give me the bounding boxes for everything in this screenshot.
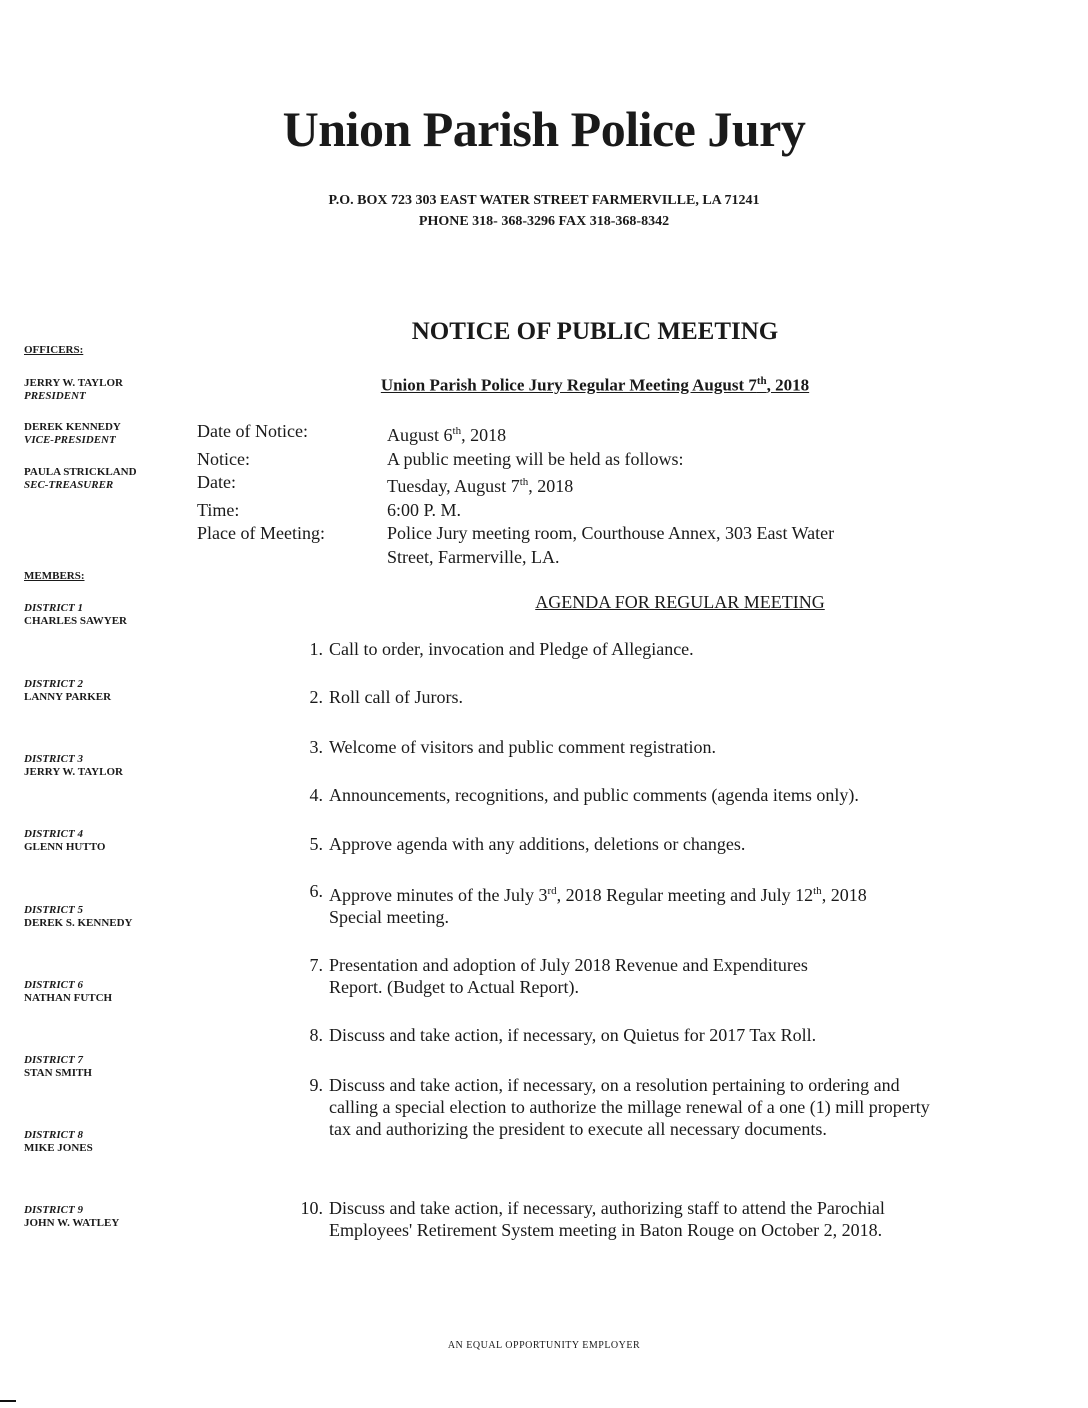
officer-name: PAULA STRICKLAND — [24, 466, 137, 478]
agenda-item-number: 6. — [309, 881, 323, 901]
member-district-3 — [24, 753, 123, 779]
agenda-heading: AGENDA FOR REGULAR MEETING — [535, 592, 825, 612]
agenda-item-line: Approve minutes of the July 3rd, 2018 Regular meeting and July 12th, 2018 — [329, 885, 867, 905]
scan-artifact — [0, 1400, 16, 1402]
agenda-item-line: Report. (Budget to Actual Report). — [329, 977, 579, 997]
agenda-item — [283, 736, 983, 758]
date-of-notice-row — [197, 420, 957, 448]
district-label: DISTRICT 3 — [24, 753, 83, 765]
member-district-7 — [24, 1054, 92, 1080]
agenda-item-text — [329, 880, 1003, 928]
place-label: Place of Meeting: — [197, 523, 325, 543]
district-label: DISTRICT 6 — [24, 979, 83, 991]
member-name: NATHAN FUTCH — [24, 992, 113, 1004]
agenda-item — [283, 784, 1003, 806]
officer-role: PRESIDENT — [24, 390, 86, 402]
district-label: DISTRICT 8 — [24, 1129, 83, 1141]
agenda-item-line: Special meeting. — [329, 907, 449, 927]
agenda-item-text: Discuss and take action, if necessary, on a resolution pertaining to ordering and calling a special election to authorize the millage renewal of a one (1) mill property tax and authorizing the president to execute all necessary documents. — [329, 1075, 930, 1139]
agenda-item-text: Welcome of visitors and public comment registration. — [329, 737, 716, 757]
meeting-subtitle-sup: th — [756, 375, 767, 387]
officer-president — [24, 377, 123, 403]
date-label: Date: — [197, 472, 236, 492]
agenda-item-text: Announcements, recognitions, and public comments (agenda items only). — [329, 785, 859, 805]
member-name: DEREK S. KENNEDY — [24, 917, 133, 929]
agenda-item-text: Call to order, invocation and Pledge of Allegiance. — [329, 639, 694, 659]
agenda-item-text — [329, 954, 983, 998]
district-label: DISTRICT 7 — [24, 1054, 83, 1066]
district-label: DISTRICT 1 — [24, 602, 83, 614]
member-name: LANNY PARKER — [24, 691, 112, 703]
district-label: DISTRICT 2 — [24, 678, 83, 690]
member-district-6 — [24, 979, 112, 1005]
agenda-item-text: Discuss and take action, if necessary, authorizing staff to attend the Parochial Employees' Retirement System meeting in Baton Rouge on October 2, 2018. — [329, 1198, 885, 1240]
member-district-2 — [24, 678, 111, 704]
agenda-item — [283, 1024, 983, 1046]
time-row — [197, 499, 957, 523]
agenda-item — [283, 1197, 943, 1241]
organization-title: Union Parish Police Jury — [282, 101, 806, 157]
member-district-8 — [24, 1129, 93, 1155]
member-name: GLENN HUTTO — [24, 841, 106, 853]
date-row — [197, 471, 957, 499]
notice-row — [197, 448, 957, 472]
officer-name: DEREK KENNEDY — [24, 421, 121, 433]
phone-fax-line: PHONE 318- 368-3296 FAX 318-368-8342 — [418, 214, 670, 229]
agenda-item-number: 4. — [309, 785, 323, 805]
officer-name: JERRY W. TAYLOR — [24, 377, 123, 389]
member-name: MIKE JONES — [24, 1142, 93, 1154]
agenda-item-number: 5. — [309, 834, 323, 854]
agenda-item-number: 9. — [309, 1075, 323, 1095]
member-district-9 — [24, 1204, 119, 1230]
officers-heading: OFFICERS: — [24, 344, 84, 356]
agenda-item-text: Roll call of Jurors. — [329, 687, 463, 707]
date-of-notice-label: Date of Notice: — [197, 421, 308, 441]
agenda-item-line: Presentation and adoption of July 2018 Revenue and Expenditures — [329, 955, 808, 975]
district-label: DISTRICT 5 — [24, 904, 83, 916]
member-name: STAN SMITH — [24, 1067, 92, 1079]
agenda-item — [283, 954, 983, 998]
officer-sec-treasurer — [24, 466, 137, 492]
member-district-1 — [24, 602, 127, 628]
footer-equal-opportunity: AN EQUAL OPPORTUNITY EMPLOYER — [447, 1340, 641, 1351]
place-value-line: Street, Farmerville, LA. — [387, 546, 560, 567]
date-value: Tuesday, August 7th, 2018 — [387, 476, 574, 496]
agenda-item — [283, 638, 983, 660]
agenda-item-number: 10. — [300, 1198, 323, 1218]
member-name: JOHN W. WATLEY — [24, 1217, 120, 1229]
agenda-item — [283, 686, 983, 708]
officer-vice-president — [24, 421, 121, 447]
meeting-subtitle-year: , 2018 — [766, 375, 810, 395]
district-label: DISTRICT 4 — [24, 828, 83, 840]
agenda-item — [283, 833, 983, 855]
notice-details — [197, 420, 957, 569]
date-of-notice-value: August 6th, 2018 — [387, 425, 507, 445]
agenda-item — [283, 1074, 943, 1140]
agenda-item — [283, 880, 1003, 928]
officer-role: SEC-TREASURER — [24, 479, 114, 491]
address-line: P.O. BOX 723 303 EAST WATER STREET FARMERVILLE, LA 71241 — [328, 193, 760, 208]
notice-value: A public meeting will be held as follows: — [387, 448, 684, 469]
agenda-item-number: 8. — [309, 1025, 323, 1045]
time-value: 6:00 P. M. — [387, 499, 462, 520]
agenda-item-number: 3. — [309, 737, 323, 757]
officer-role: VICE-PRESIDENT — [24, 434, 116, 446]
district-label: DISTRICT 9 — [24, 1204, 83, 1216]
member-district-4 — [24, 828, 105, 854]
meeting-subtitle — [235, 375, 955, 396]
time-label: Time: — [197, 499, 240, 520]
agenda-item-number: 7. — [309, 955, 323, 975]
agenda-item-text: Approve agenda with any additions, deletions or changes. — [329, 834, 746, 854]
member-district-5 — [24, 904, 133, 930]
agenda-item-number: 2. — [309, 687, 323, 707]
place-value — [387, 522, 957, 569]
member-name: CHARLES SAWYER — [24, 615, 127, 627]
place-value-line: Police Jury meeting room, Courthouse Annex, 303 East Water — [387, 523, 835, 543]
notice-label: Notice: — [197, 448, 250, 469]
meeting-subtitle-text: Union Parish Police Jury Regular Meeting August 7 — [380, 375, 757, 395]
notice-title: NOTICE OF PUBLIC MEETING — [411, 318, 779, 345]
agenda-item-number: 1. — [309, 639, 323, 659]
members-heading: MEMBERS: — [24, 570, 85, 582]
place-row — [197, 522, 957, 569]
member-name: JERRY W. TAYLOR — [24, 766, 123, 778]
agenda-item-text: Discuss and take action, if necessary, on Quietus for 2017 Tax Roll. — [329, 1025, 817, 1045]
